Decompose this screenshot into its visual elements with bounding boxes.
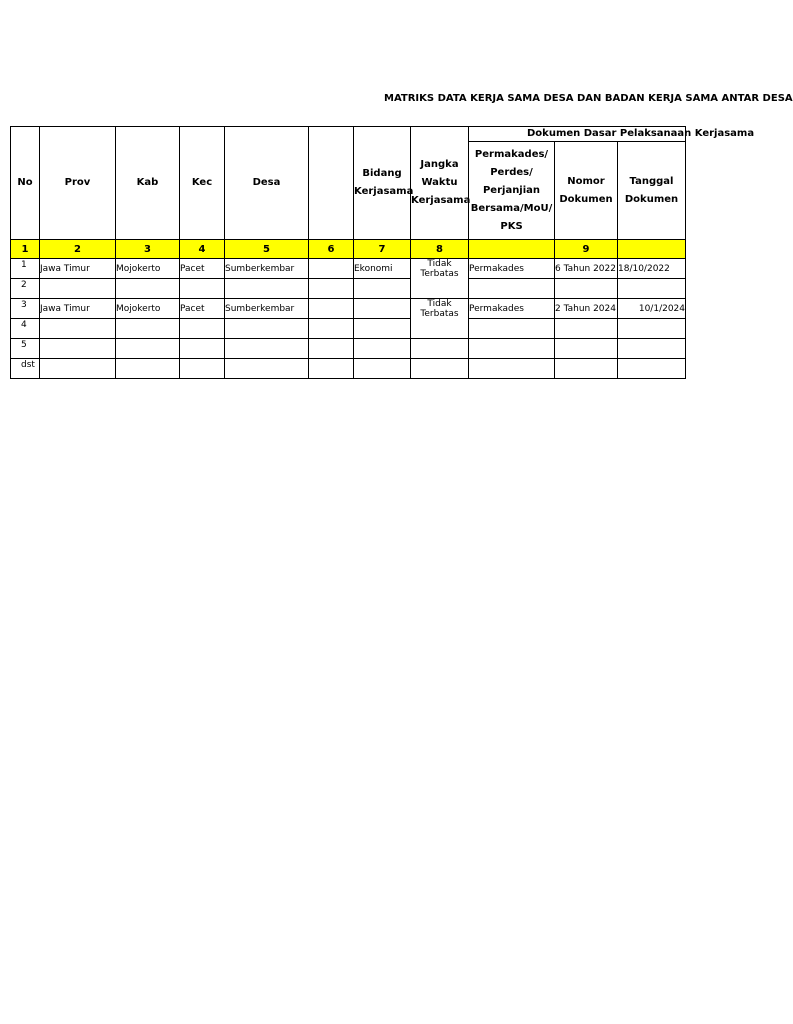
- cell-col6: [309, 299, 354, 319]
- col-number-cell: 3: [116, 240, 180, 259]
- col-number-cell: [618, 240, 686, 259]
- table-row: [11, 299, 686, 319]
- col-number-cell: 1: [11, 240, 40, 259]
- cell-tanggal: [618, 319, 686, 339]
- cell-dokumen: [469, 339, 555, 359]
- cell-nomor: [555, 279, 618, 299]
- cell-kec: [180, 339, 225, 359]
- cell-kec: Pacet: [180, 299, 225, 319]
- cell-nomor: 6 Tahun 2022: [555, 259, 618, 279]
- nomor-line-2: Dokumen: [559, 193, 613, 205]
- cell-no: 1: [11, 259, 40, 279]
- table-row: [11, 359, 686, 379]
- col-group-dokumen: Dokumen Dasar Pelaksanaan Kerjasama: [469, 127, 686, 142]
- column-number-row: [11, 240, 686, 259]
- cell-desa: [225, 319, 309, 339]
- cell-tanggal: [618, 279, 686, 299]
- jangka-value-line-1: Tidak: [427, 259, 452, 269]
- cell-no: 5: [11, 339, 40, 359]
- cell-nomor: [555, 339, 618, 359]
- tanggal-line-2: Dokumen: [624, 193, 679, 205]
- cell-desa: Sumberkembar: [225, 259, 309, 279]
- cell-jangka: [411, 299, 469, 339]
- col-header-6: [309, 127, 354, 240]
- table-row: [11, 259, 686, 279]
- jangka-line-1: Jangka: [420, 159, 459, 170]
- cell-dokumen: [469, 319, 555, 339]
- cell-col6: [309, 279, 354, 299]
- cell-no: dst: [11, 359, 40, 379]
- col-header-kec: Kec: [180, 127, 225, 240]
- table-row: [11, 279, 686, 299]
- cell-kec: [180, 279, 225, 299]
- col-header-tanggal: [618, 142, 686, 240]
- col-header-desa: Desa: [225, 127, 309, 240]
- cell-dokumen: [469, 279, 555, 299]
- perm-line-1: Permakades/: [474, 148, 549, 160]
- cell-col6: [309, 259, 354, 279]
- matrix-table: [10, 126, 755, 379]
- col-number-cell: 6: [309, 240, 354, 259]
- col-header-bidang: [354, 127, 414, 240]
- document-title-area: [0, 93, 793, 109]
- perm-line-3: Perjanjian: [482, 184, 541, 196]
- cell-prov: [40, 279, 116, 299]
- col-number-cell: 9: [555, 240, 618, 259]
- document-title: MATRIKS DATA KERJA SAMA DESA DAN BADAN KERJA SAMA ANTAR DESA: [384, 93, 793, 104]
- tanggal-line-1: Tanggal: [629, 175, 674, 187]
- cell-kab: Mojokerto: [116, 299, 180, 319]
- matrix-table-wrapper: [10, 126, 755, 379]
- perm-line-5: PKS: [500, 220, 523, 232]
- cell-bidang: [354, 359, 411, 379]
- perm-line-4: Bersama/MoU/: [470, 202, 553, 214]
- cell-prov: [40, 319, 116, 339]
- cell-nomor: 2 Tahun 2024: [555, 299, 618, 319]
- cell-no: 4: [11, 319, 40, 339]
- header-row-1: [11, 127, 686, 142]
- cell-desa: [225, 359, 309, 379]
- cell-col6: [309, 339, 354, 359]
- cell-prov: Jawa Timur: [40, 299, 116, 319]
- jangka-value-line-1: Tidak: [427, 299, 452, 309]
- cell-tanggal: 18/10/2022: [618, 259, 686, 279]
- bidang-line-2: Kerjasama: [354, 186, 414, 197]
- cell-kab: [116, 339, 180, 359]
- cell-kec: Pacet: [180, 259, 225, 279]
- col-number-cell: 4: [180, 240, 225, 259]
- col-number-cell: 2: [40, 240, 116, 259]
- cell-desa: Sumberkembar: [225, 299, 309, 319]
- cell-dokumen: Permakades: [469, 259, 555, 279]
- cell-bidang: [354, 339, 411, 359]
- cell-nomor: [555, 359, 618, 379]
- cell-bidang: [354, 319, 411, 339]
- cell-prov: Jawa Timur: [40, 259, 116, 279]
- cell-kab: [116, 359, 180, 379]
- cell-dokumen: Permakades: [469, 299, 555, 319]
- cell-prov: [40, 339, 116, 359]
- col-number-cell: 7: [354, 240, 411, 259]
- cell-nomor: [555, 319, 618, 339]
- cell-col6: [309, 319, 354, 339]
- cell-kab: Mojokerto: [116, 259, 180, 279]
- cell-tanggal: 10/1/2024: [618, 299, 686, 319]
- cell-dokumen: [469, 359, 555, 379]
- jangka-value-line-2: Terbatas: [420, 269, 459, 279]
- cell-tanggal: [618, 339, 686, 359]
- table-row: [11, 339, 686, 359]
- cell-no: 2: [11, 279, 40, 299]
- cell-no: 3: [11, 299, 40, 319]
- col-number-cell: [469, 240, 555, 259]
- cell-col6: [309, 359, 354, 379]
- cell-kab: [116, 319, 180, 339]
- col-header-nomor: [555, 142, 618, 240]
- jangka-line-3: Kerjasama: [411, 195, 471, 206]
- cell-bidang: Ekonomi: [354, 259, 411, 279]
- cell-kab: [116, 279, 180, 299]
- cell-kec: [180, 359, 225, 379]
- col-header-kab: Kab: [116, 127, 180, 240]
- cell-bidang: [354, 279, 411, 299]
- cell-desa: [225, 339, 309, 359]
- perm-line-2: Perdes/: [490, 166, 533, 178]
- cell-tanggal: [618, 359, 686, 379]
- cell-prov: [40, 359, 116, 379]
- table-row: [11, 319, 686, 339]
- cell-desa: [225, 279, 309, 299]
- cell-jangka: [411, 259, 469, 299]
- col-number-cell: 5: [225, 240, 309, 259]
- col-number-cell: 8: [411, 240, 469, 259]
- cell-jangka: [411, 339, 469, 359]
- jangka-line-2: Waktu: [421, 177, 458, 188]
- col-header-no: No: [11, 127, 40, 240]
- cell-bidang: [354, 299, 411, 319]
- cell-kec: [180, 319, 225, 339]
- col-header-jangka: [411, 127, 469, 240]
- col-header-permakades: [469, 142, 555, 240]
- cell-jangka: [411, 359, 469, 379]
- col-header-prov: Prov: [40, 127, 116, 240]
- jangka-value-line-2: Terbatas: [420, 309, 459, 319]
- nomor-line-1: Nomor: [567, 175, 605, 187]
- bidang-line-1: Bidang: [362, 168, 402, 179]
